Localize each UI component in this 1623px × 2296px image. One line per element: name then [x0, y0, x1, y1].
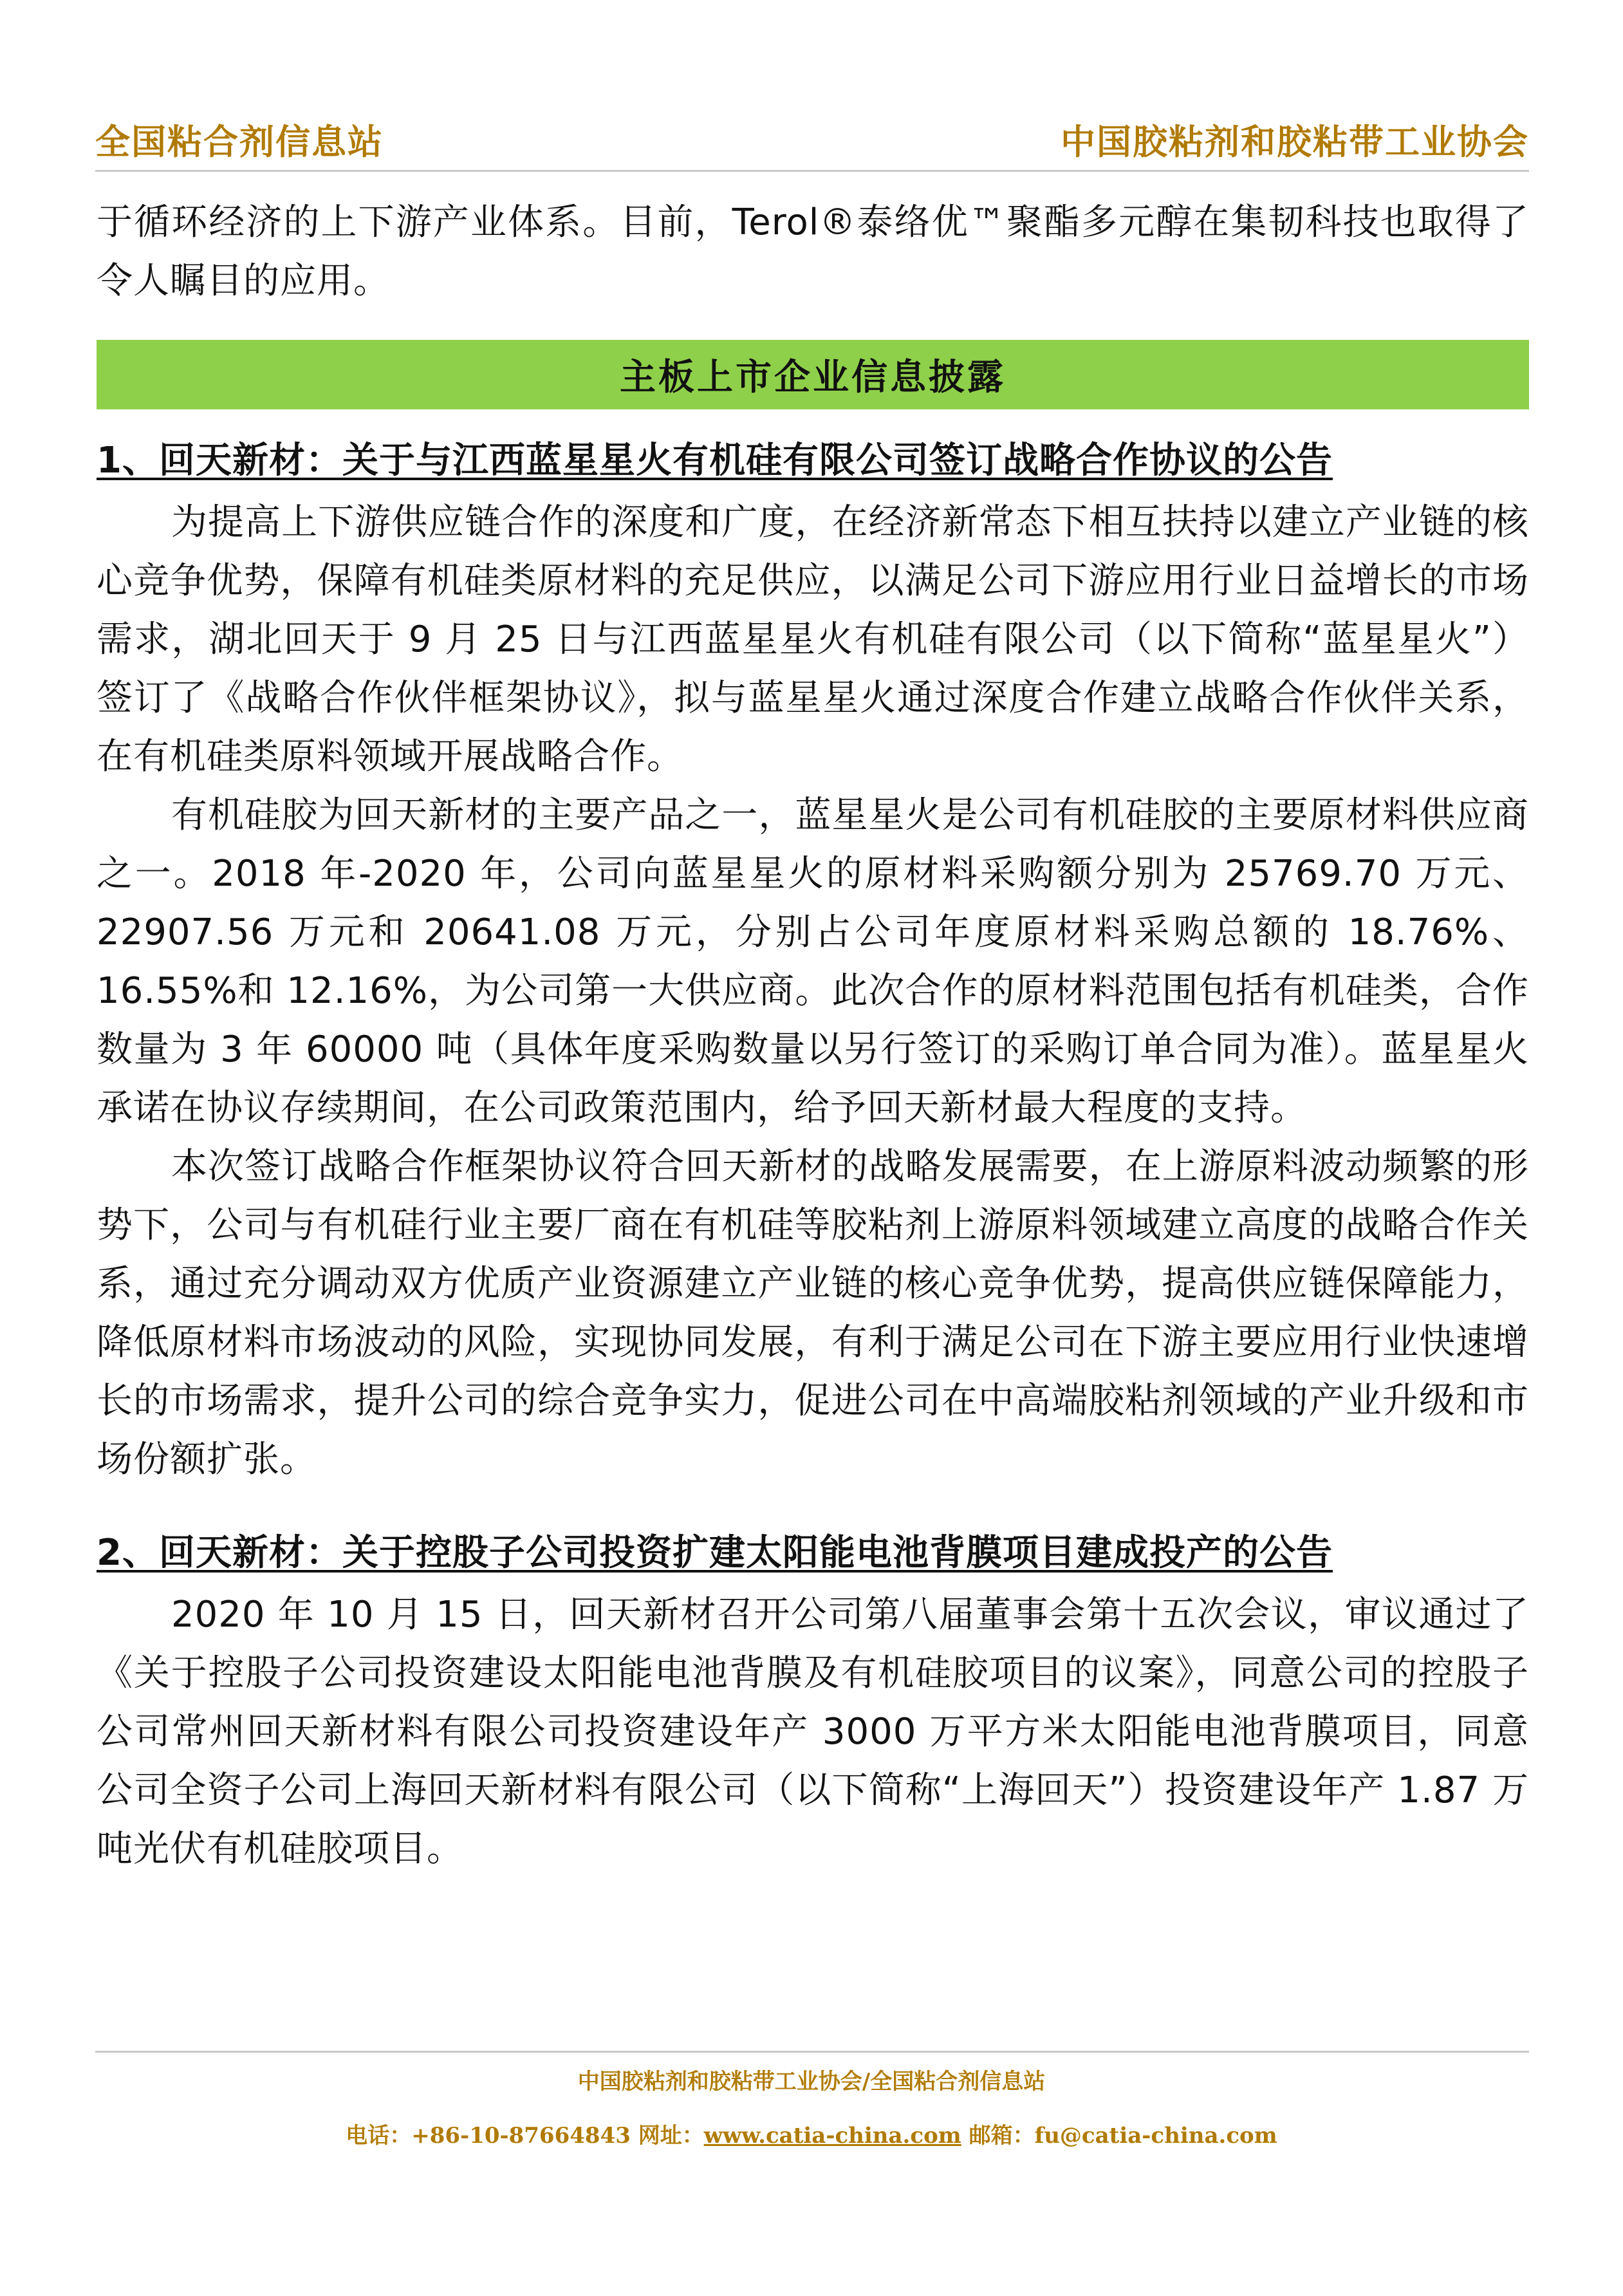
article-2 [97, 1521, 1529, 1878]
main-content [97, 193, 1529, 1878]
footer-website-label: 网址： [630, 2123, 704, 2149]
footer-website-link[interactable]: www.catia-china.com [703, 2123, 961, 2149]
header-association-name: 中国胶粘剂和胶粘带工业协会 [1061, 121, 1529, 162]
article-title: 2、回天新材：关于控股子公司投资扩建太阳能电池背膜项目建成投产的公告 [97, 1532, 1333, 1574]
footer-phone: +86-10-87664843 [411, 2123, 631, 2149]
article-1 [97, 429, 1529, 1489]
header-site-name: 全国粘合剂信息站 [95, 121, 384, 162]
header-divider [95, 170, 1529, 172]
intro-paragraph: 于循环经济的上下游产业体系。目前，Terol®泰络优™聚酯多元醇在集韧科技也取得了令人瞩目的应用。 [97, 201, 1529, 302]
footer-email-label: 邮箱： [961, 2123, 1035, 2149]
page-header [95, 115, 1529, 166]
footer-organization: 中国胶粘剂和胶粘带工业协会/全国粘合剂信息站 [577, 2069, 1046, 2095]
section-banner: 主板上市企业信息披露 [97, 340, 1529, 409]
footer-phone-label: 电话： [346, 2123, 412, 2149]
footer-contact [0, 2118, 1623, 2149]
article-paragraph: 2020 年 10 月 15 日，回天新材召开公司第八届董事会第十五次会议，审议通过了《关于控股子公司投资建设太阳能电池背膜及有机硅胶项目的议案》，同意公司的控股子公司常州回天新材料有限公司投资建设年产 3000 万平方米太阳能电池背膜项目，同意公司全资子公司上海回天新材料有限公司（以下简称“上海回天”）投资建设年产 1.87 万吨光伏有机硅胶项目。 [97, 1594, 1529, 1870]
article-paragraph: 为提高上下游供应链合作的深度和广度，在经济新常态下相互扶持以建立产业链的核心竞争优势，保障有机硅类原材料的充足供应，以满足公司下游应用行业日益增长的市场需求，湖北回天于 9 月 25 日与江西蓝星星火有机硅有限公司（以下简称“蓝星星火”）签订了《战略合作伙伴框架协议》，拟与蓝星星火通过深度合作建立战略合作伙伴关系，在有机硅类原料领域开展战略合作。 [97, 501, 1529, 778]
article-paragraph: 有机硅胶为回天新材的主要产品之一，蓝星星火是公司有机硅胶的主要原材料供应商之一。2018 年-2020 年，公司向蓝星星火的原材料采购额分别为 25769.70 万元、22907.56 万元和 20641.08 万元，分别占公司年度原材料采购总额的 18.76%、16.55%和 12.16%，为公司第一大供应商。此次合作的原材料范围包括有机硅类，合作数量为 3 年 60000 吨（具体年度采购数量以另行签订的采购订单合同为准）。蓝星星火承诺在协议存续期间，在公司政策范围内，给予回天新材最大程度的支持。 [97, 794, 1529, 1129]
article-title: 1、回天新材：关于与江西蓝星星火有机硅有限公司签订战略合作协议的公告 [97, 440, 1333, 481]
footer-email[interactable]: fu@catia-china.com [1034, 2123, 1277, 2149]
article-paragraph: 本次签订战略合作框架协议符合回天新材的战略发展需要，在上游原料波动频繁的形势下，公司与有机硅行业主要厂商在有机硅等胶粘剂上游原料领域建立高度的战略合作关系，通过充分调动双方优质产业资源建立产业链的核心竞争优势，提高供应链保障能力，降低原材料市场波动的风险，实现协同发展，有利于满足公司在下游主要应用行业快速增长的市场需求，提升公司的综合竞争实力，促进公司在中高端胶粘剂领域的产业升级和市场份额扩张。 [97, 1146, 1529, 1480]
footer-divider [95, 2051, 1529, 2053]
